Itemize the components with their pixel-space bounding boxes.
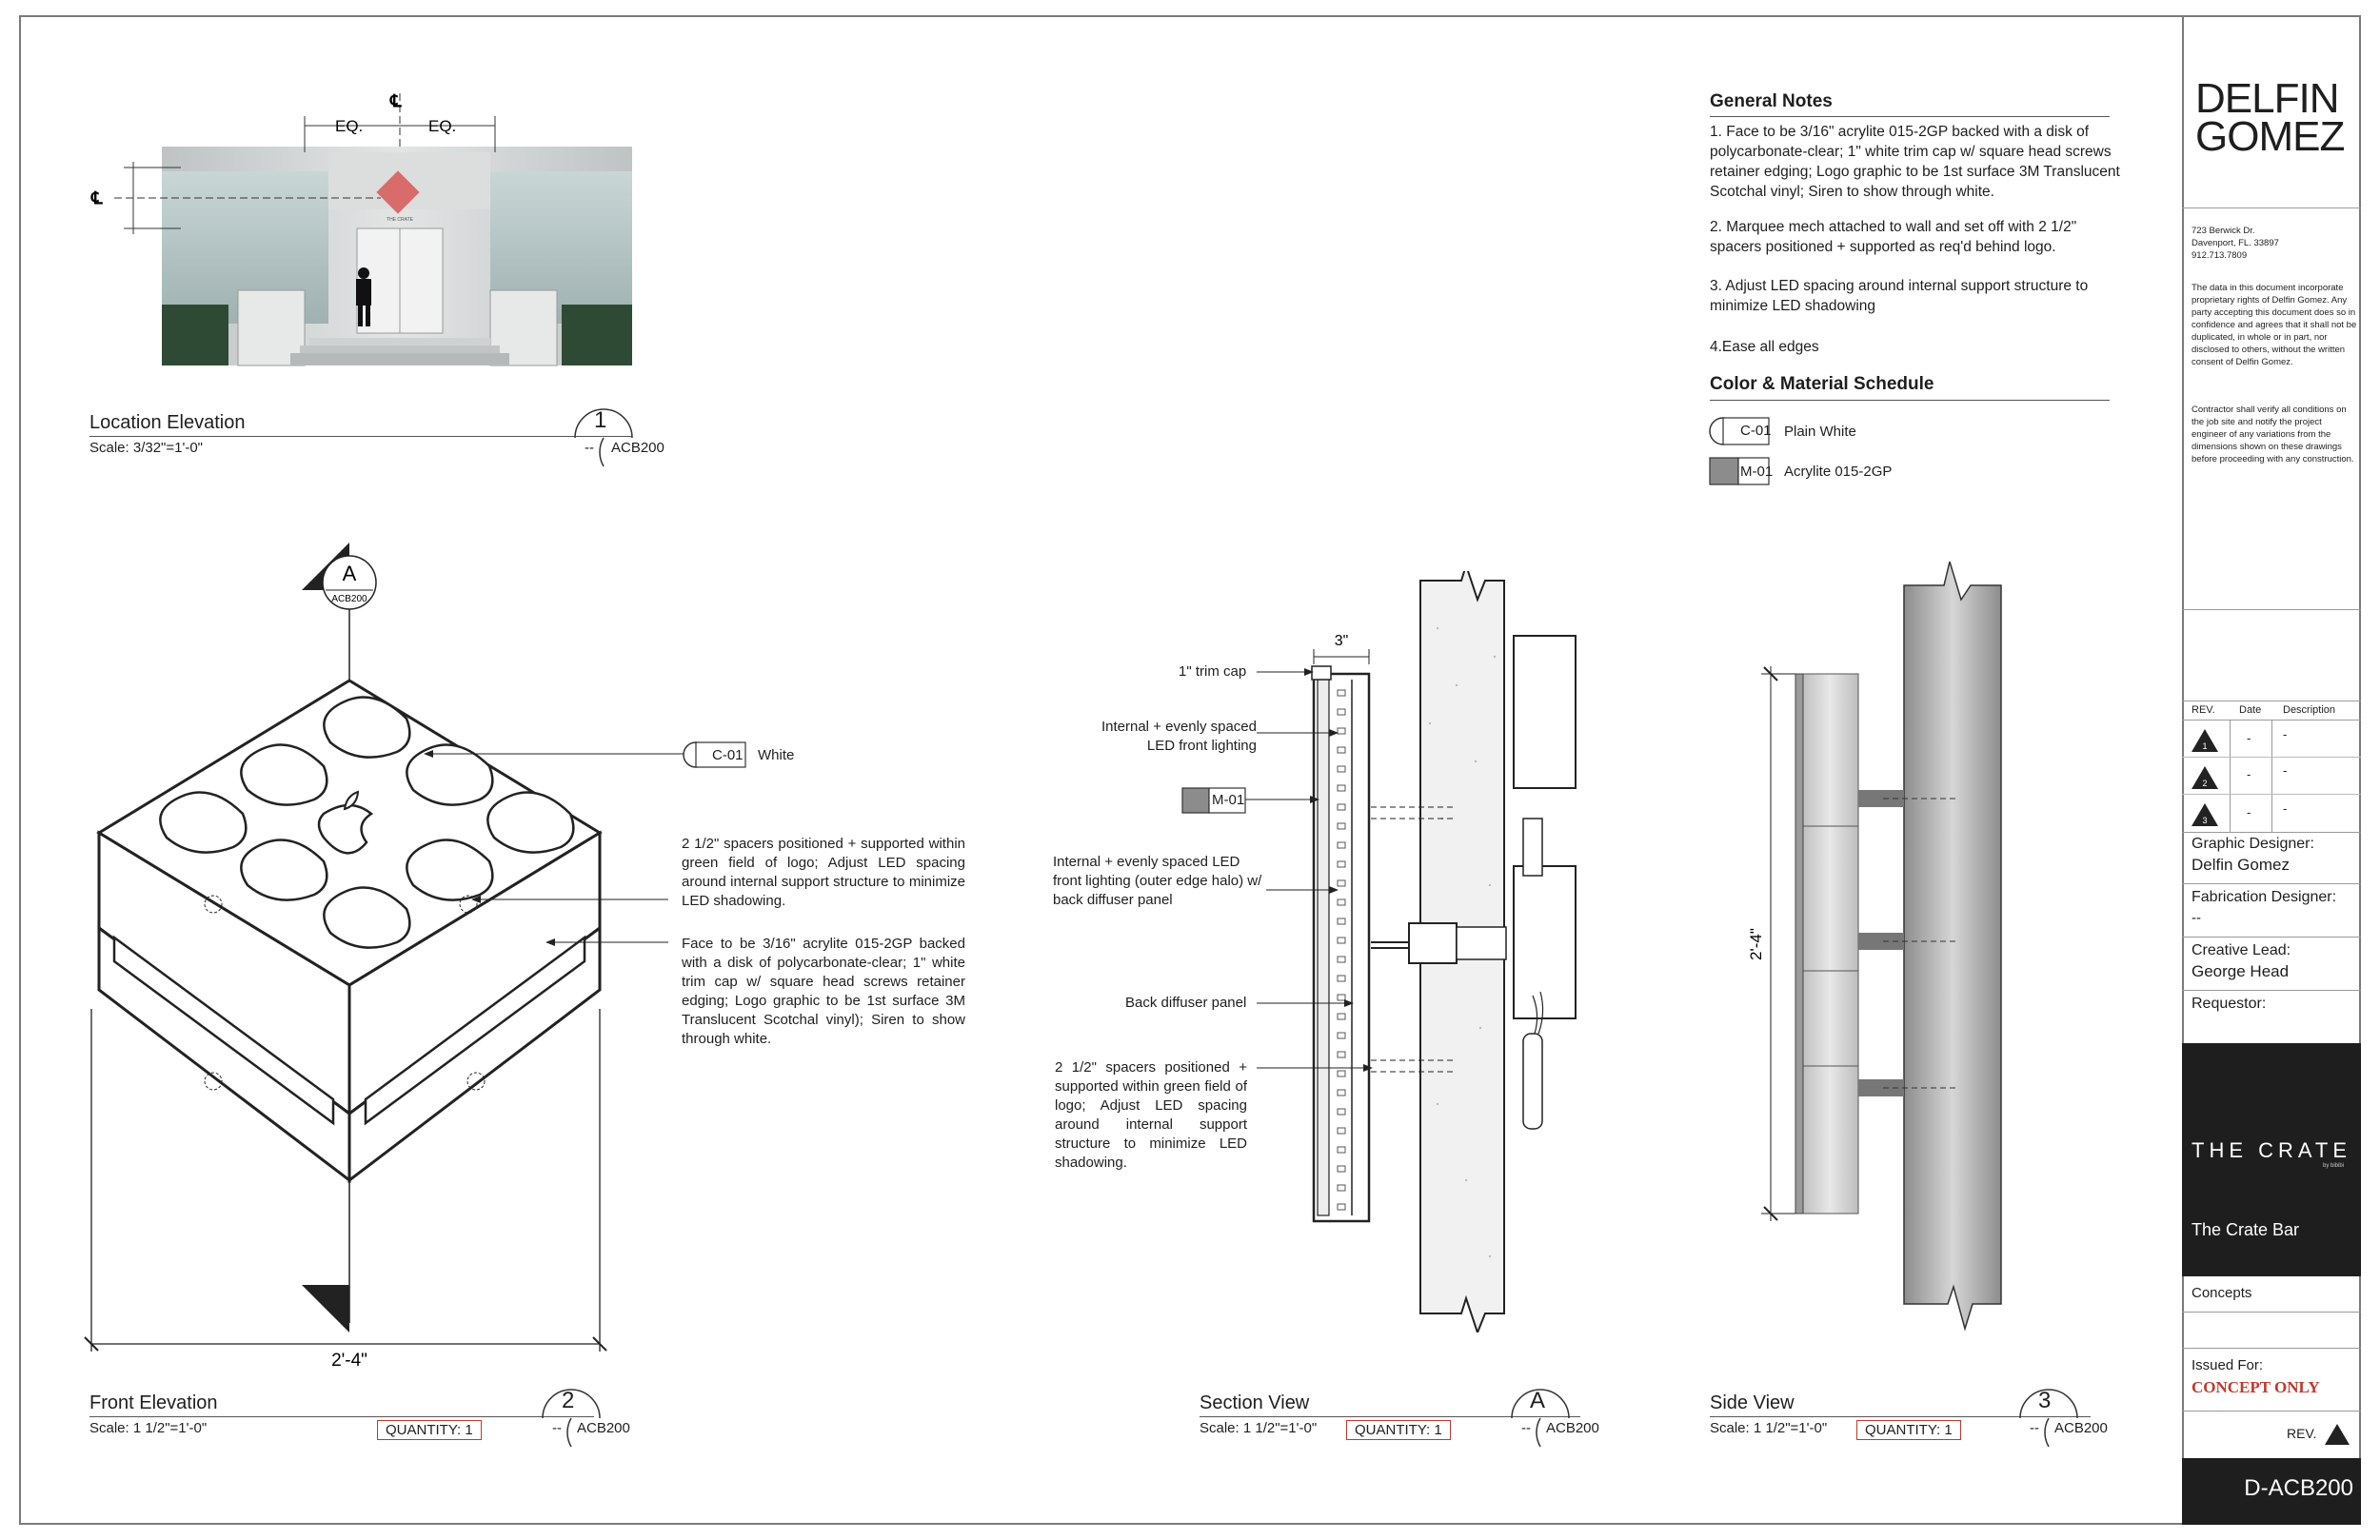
svg-text:1: 1 xyxy=(2202,741,2208,751)
svg-text:2: 2 xyxy=(2202,779,2208,788)
general-note-4: 4.Ease all edges xyxy=(1710,339,1819,355)
side-view-number: 3 xyxy=(2038,1388,2052,1413)
schedule-title: Color & Material Schedule xyxy=(1710,374,1934,394)
m01-code: M-01 xyxy=(1740,464,1774,480)
side-view-dash: -- xyxy=(2030,1420,2039,1436)
general-notes-title: General Notes xyxy=(1710,91,1833,111)
centerline-symbol-left: ℄ xyxy=(91,188,103,207)
m01-name: Acrylite 015-2GP xyxy=(1784,464,1893,480)
person-silhouette xyxy=(356,279,371,306)
fabrication-designer-label: Fabrication Designer: xyxy=(2192,889,2337,905)
firm-logo-line1: DELFIN xyxy=(2195,75,2339,122)
side-view-ref: ACB200 xyxy=(2054,1420,2108,1436)
face-acrylic xyxy=(1318,680,1329,1215)
section-label-led-halo: Internal + evenly spaced LED front lighting (outer edge halo) w/ back diffuser panel xyxy=(1053,854,1262,908)
side-height-dimension: 2'-4" xyxy=(1747,928,1765,960)
section-view-drawing xyxy=(1047,571,1580,1333)
side-view-scale: Scale: 1 1/2"=1'-0" xyxy=(1710,1420,1828,1436)
location-view-scale: Scale: 3/32"=1'-0" xyxy=(89,440,204,456)
issued-for-value: CONCEPT ONLY xyxy=(2192,1378,2320,1396)
rev-header-desc: Description xyxy=(2283,704,2336,716)
rev-label: REV. xyxy=(2287,1426,2317,1441)
section-depth-dimension: 3" xyxy=(1334,633,1349,649)
side-cabinet-middle xyxy=(1801,826,1858,971)
rev-desc-1: - xyxy=(2283,727,2288,741)
brand-name: THE CRATE xyxy=(2192,1138,2352,1162)
eq-left: EQ. xyxy=(335,117,364,135)
current-rev-icon xyxy=(2323,1420,2351,1447)
rev-date-3: - xyxy=(2247,805,2251,819)
sheet-number: D-ACB200 xyxy=(2244,1475,2353,1501)
front-view-ref: ACB200 xyxy=(577,1420,630,1436)
side-view-drawing xyxy=(1733,562,2037,1333)
section-view-quantity: QUANTITY: 1 xyxy=(1346,1420,1451,1440)
location-view-title: Location Elevation xyxy=(89,412,246,433)
front-c01-code: C-01 xyxy=(712,747,744,763)
left-planter xyxy=(162,305,228,365)
section-label-led-front: Internal + evenly spaced LED front lighting xyxy=(1101,719,1257,754)
project-phase: Concepts xyxy=(2192,1285,2252,1301)
front-c01-label: White xyxy=(758,747,795,763)
spacer-bolt xyxy=(1409,923,1457,963)
fabrication-designer-name: -- xyxy=(2192,910,2201,926)
general-note-3: 3. Adjust LED spacing around internal support structure to minimize LED shadowing xyxy=(1710,278,2089,314)
address-phone: 912.713.7809 xyxy=(2192,250,2248,261)
section-label-trim-cap: 1" trim cap xyxy=(1179,663,1247,680)
side-cabinet-upper xyxy=(1801,674,1858,826)
front-view-scale: Scale: 1 1/2"=1'-0" xyxy=(89,1420,208,1436)
side-view-marker xyxy=(2016,1384,2121,1451)
right-planter xyxy=(562,305,632,365)
issued-for-label: Issued For: xyxy=(2192,1357,2264,1373)
creative-lead-name: George Head xyxy=(2192,962,2290,980)
section-label-spacers: 2 1/2" spacers positioned + supported within green field of logo; Adjust LED spacing around internal support structure to minimize LED shadowing. xyxy=(1055,1059,1247,1171)
side-wall xyxy=(1904,562,2001,1329)
location-view-ref: ACB200 xyxy=(611,440,664,456)
section-arrow-bottom xyxy=(302,1285,349,1333)
rev-header-date: Date xyxy=(2239,704,2262,716)
rev-date-2: - xyxy=(2247,767,2251,781)
location-view-number: 1 xyxy=(594,407,607,433)
firm-address xyxy=(2192,225,2357,262)
front-callout-face: Face to be 3/16" acrylite 015-2GP backed with a disk of polycarbonate-clear; 1" white trim cap w/ square head screws retainer edging; Logo graphic to be 1st surface 3M Translucent Scotchal vinyl); Siren to show through white. xyxy=(682,936,965,1047)
section-view-number: A xyxy=(1530,1388,1546,1413)
trim-cap xyxy=(1312,666,1331,680)
front-view-marker xyxy=(539,1384,644,1451)
eq-right: EQ. xyxy=(428,117,457,135)
svg-text:3: 3 xyxy=(2202,816,2208,825)
section-view-title: Section View xyxy=(1200,1392,1310,1413)
creative-lead-label: Creative Lead: xyxy=(2192,942,2291,958)
section-label-diffuser: Back diffuser panel xyxy=(1125,995,1247,1011)
location-view-marker xyxy=(571,404,676,470)
address-line1: 723 Berwick Dr. xyxy=(2192,226,2255,236)
centerline-symbol-top: ℄ xyxy=(390,91,402,110)
sign-text: THE CRATE xyxy=(387,217,413,223)
project-name: The Crate Bar xyxy=(2192,1220,2300,1239)
section-view-dash: -- xyxy=(1521,1420,1531,1436)
section-marker-letter: A xyxy=(342,562,357,585)
section-view-marker xyxy=(1508,1384,1613,1451)
section-marker-ref: ACB200 xyxy=(331,594,367,604)
requestor-label: Requestor: xyxy=(2192,996,2267,1012)
general-note-1: 1. Face to be 3/16" acrylite 015-2GP backed with a disk of polycarbonate-clear; 1" white trim cap w/ square head screws retainer edging; Logo graphic to be 1st surface 3M Translucent Scotchal vinyl; Siren to show through white. xyxy=(1710,124,2120,200)
legal-notice: The data in this document incorporate proprietary rights of Delfin Gomez. Any party accepting this document does so in confidence and agrees that it shall not be duplicated, in whole or in part, nor disclosed to others, without the written consent of Delfin Gomez. xyxy=(2192,283,2357,367)
rev-desc-3: - xyxy=(2283,801,2288,816)
general-note-2: 2. Marquee mech attached to wall and set off with 2 1/2" spacers positioned + supported as req'd behind logo. xyxy=(1710,219,2077,255)
side-view-quantity: QUANTITY: 1 xyxy=(1856,1420,1961,1440)
bracket-lower xyxy=(1514,866,1576,1018)
location-view-dash: -- xyxy=(585,440,594,456)
side-cabinet-lower xyxy=(1801,1066,1858,1214)
firm-logo-line2: GOMEZ xyxy=(2195,113,2345,160)
graphic-designer-name: Delfin Gomez xyxy=(2192,856,2290,874)
front-view-quantity: QUANTITY: 1 xyxy=(377,1420,482,1440)
front-view-title: Front Elevation xyxy=(89,1392,218,1413)
rev-triangles xyxy=(2190,725,2228,832)
location-elevation-drawing xyxy=(76,86,647,390)
front-view-dash: -- xyxy=(552,1420,562,1436)
firm-logo xyxy=(2195,75,2345,160)
section-view-ref: ACB200 xyxy=(1546,1420,1599,1436)
address-line2: Davenport, FL. 33897 xyxy=(2192,238,2279,248)
brand-sub: by bibibi xyxy=(2323,1163,2345,1169)
graphic-designer-label: Graphic Designer: xyxy=(2192,836,2314,852)
rev-header-rev: REV. xyxy=(2192,704,2215,716)
front-width-dimension: 2'-4" xyxy=(331,1351,367,1371)
m01-swatch xyxy=(1710,458,1738,484)
front-callout-spacers: 2 1/2" spacers positioned + supported within green field of logo; Adjust LED spacing around internal support structure to minimize LED shadowing. xyxy=(682,836,965,909)
bracket-upper xyxy=(1514,636,1576,788)
section-m01-code: M-01 xyxy=(1212,792,1245,808)
contractor-notice: Contractor shall verify all conditions on the job site and notify the project engineer of any variations from the dimensions shown on these drawings before proceeding with any construction. xyxy=(2192,405,2354,464)
c01-name: Plain White xyxy=(1784,424,1856,440)
c01-code: C-01 xyxy=(1740,423,1772,439)
rev-desc-2: - xyxy=(2283,763,2288,778)
front-view-number: 2 xyxy=(562,1388,575,1413)
conduit xyxy=(1523,1034,1542,1129)
rev-date-1: - xyxy=(2247,731,2251,745)
side-view-title: Side View xyxy=(1710,1392,1795,1413)
section-view-scale: Scale: 1 1/2"=1'-0" xyxy=(1200,1420,1318,1436)
